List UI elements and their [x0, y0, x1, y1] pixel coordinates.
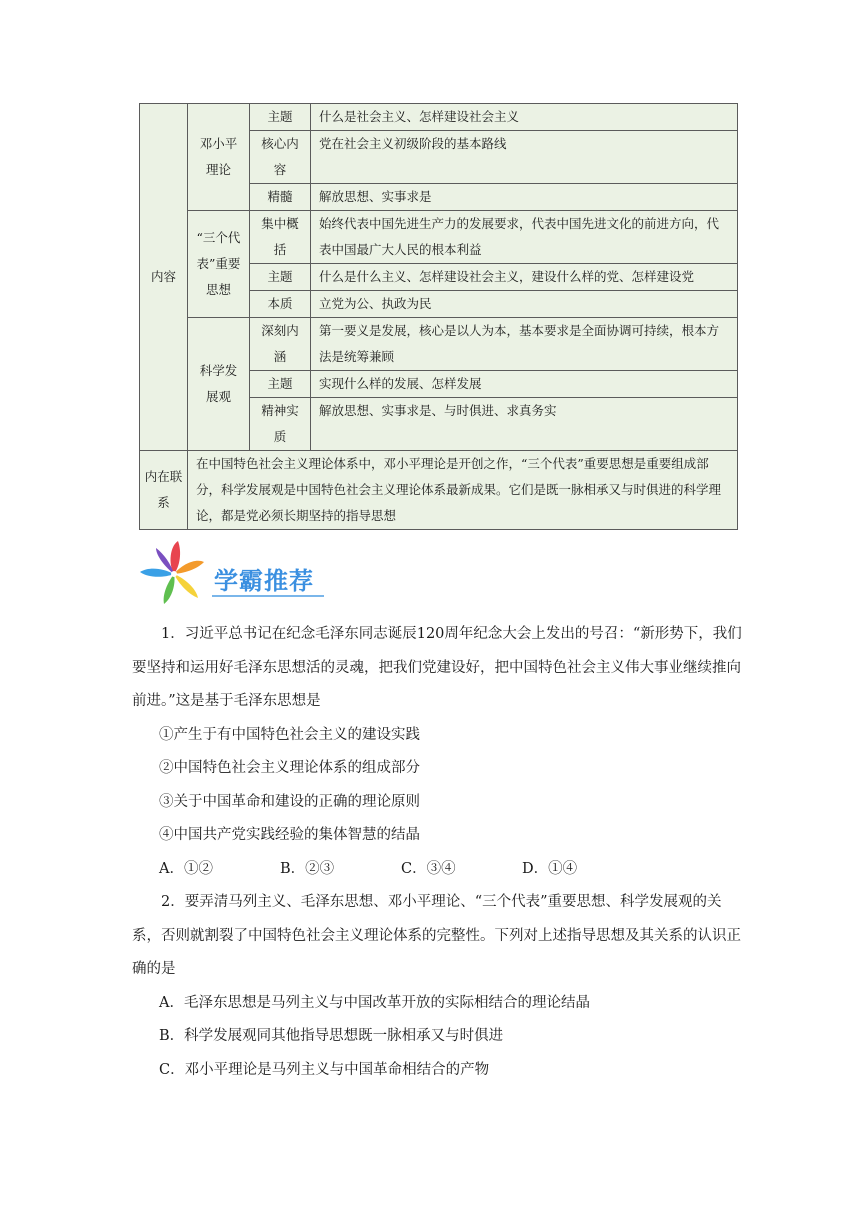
group-name-deng: 邓小平理论 — [188, 104, 250, 211]
group-name-scientific-development: 科学发展观 — [188, 318, 250, 451]
relation-text: 在中国特色社会主义理论体系中，邓小平理论是开创之作，“三个代表”重要思想是重要组成部分，科学发展观是中国特色社会主义理论体系最新成果。它们是既一脉相承又与时俱进的科学理论，都是党必须长期坚持的指导思想 — [188, 451, 738, 530]
section-title: 学霸推荐 — [214, 567, 314, 595]
aspect-cell: 深刻内涵 — [250, 318, 311, 371]
option-c: C．邓小平理论是马列主义与中国革命相结合的产物 — [159, 1061, 490, 1078]
statement-item: ③关于中国革命和建设的正确的理论原则 — [159, 793, 420, 810]
aspect-cell: 主题 — [250, 371, 311, 398]
description-cell: 解放思想、实事求是、与时俱进、求真务实 — [311, 398, 738, 451]
aspect-cell: 精髓 — [250, 184, 311, 211]
description-cell: 党在社会主义初级阶段的基本路线 — [311, 131, 738, 184]
table-row — [140, 104, 738, 131]
description-cell: 第一要义是发展，核心是以人为本，基本要求是全面协调可持续，根本方法是统筹兼顾 — [311, 318, 738, 371]
choice-b: B．②③ — [280, 860, 335, 877]
choice-c: C．③④ — [401, 860, 456, 877]
description-cell: 什么是社会主义、怎样建设社会主义 — [311, 104, 738, 131]
choice-d: D．①④ — [522, 860, 578, 877]
table-row — [140, 211, 738, 264]
aspect-cell: 本质 — [250, 291, 311, 318]
statement-item: ①产生于有中国特色社会主义的建设实践 — [159, 726, 420, 743]
statement-item: ②中国特色社会主义理论体系的组成部分 — [159, 760, 420, 776]
question-2-stem: 2．要弄清马列主义、毛泽东思想、邓小平理论、“三个代表”重要思想、科学发展观的关系，否则就割裂了中国特色社会主义理论体系的完整性。下列对上述指导思想及其关系的认识正确的是 — [132, 894, 741, 977]
aspect-cell: 主题 — [250, 104, 311, 131]
option-a: A．毛泽东思想是马列主义与中国改革开放的实际相结合的理论结晶 — [159, 994, 590, 1011]
section-title-underline — [212, 595, 324, 597]
aspect-cell: 精神实质 — [250, 398, 311, 451]
description-cell: 什么是什么主义、怎样建设社会主义，建设什么样的党、怎样建设党 — [311, 264, 738, 291]
option-b: B．科学发展观同其他指导思想既一脉相承又与时俱进 — [159, 1028, 504, 1044]
group-name-three-represents: “三个代表”重要思想 — [188, 211, 250, 318]
description-cell: 始终代表中国先进生产力的发展要求，代表中国先进文化的前进方向，代表中国最广大人民的根本利益 — [311, 211, 738, 264]
choice-a: A．①② — [159, 860, 213, 877]
question-1-choices — [132, 853, 742, 887]
question-1 — [132, 618, 742, 886]
flower-logo-icon — [132, 538, 214, 612]
aspect-cell: 集中概括 — [250, 211, 311, 264]
aspect-cell: 核心内容 — [250, 131, 311, 184]
question-2 — [132, 886, 742, 1087]
description-cell: 实现什么样的发展、怎样发展 — [311, 371, 738, 398]
aspect-cell: 主题 — [250, 264, 311, 291]
description-cell: 解放思想、实事求是 — [311, 184, 738, 211]
description-cell: 立党为公、执政为民 — [311, 291, 738, 318]
statement-item: ④中国共产党实践经验的集体智慧的结晶 — [159, 827, 420, 843]
relation-label: 内在联系 — [140, 451, 188, 530]
table-row — [140, 451, 738, 530]
theory-summary-table — [139, 103, 738, 530]
content-row-label: 内容 — [140, 104, 188, 451]
table-row — [140, 318, 738, 371]
question-1-stem: 1．习近平总书记在纪念毛泽东同志诞辰120周年纪念大会上发出的号召：“新形势下，我们要坚持和运用好毛泽东思想活的灵魂，把我们党建设好，把中国特色社会主义伟大事业继续推向前进。”这是基于毛泽东思想是 — [132, 626, 742, 709]
